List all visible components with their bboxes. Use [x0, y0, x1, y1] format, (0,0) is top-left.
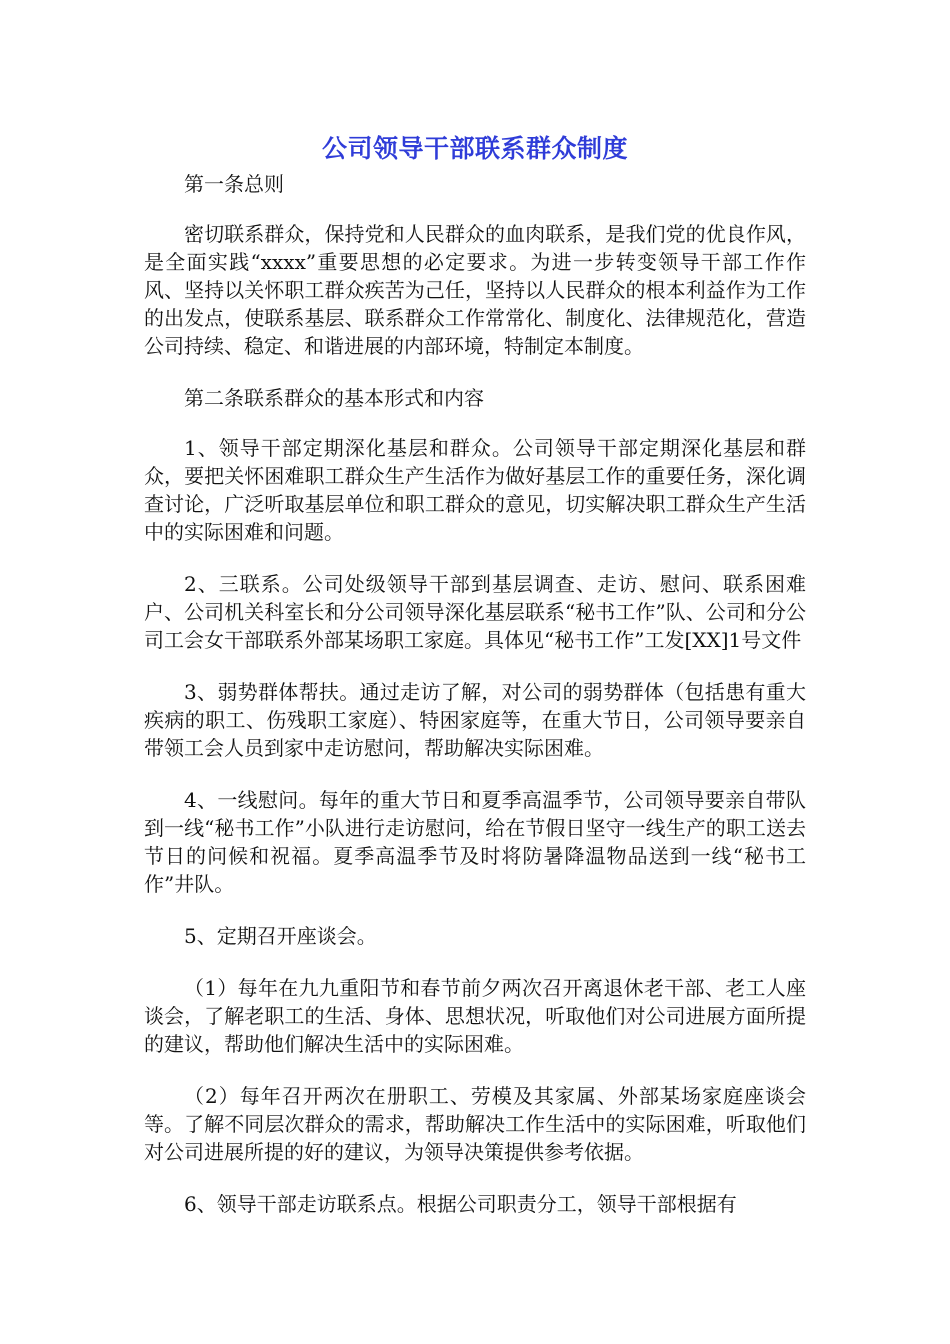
paragraph-item-1: 1、领导干部定期深化基层和群众。公司领导干部定期深化基层和群众，要把关怀困难职工群众生产生活作为做好基层工作的重要任务，深化调查讨论，广泛听取基层单位和职工群众的意见，切实解决职工群众生产生活中的实际困难和问题。	[144, 436, 806, 544]
paragraph-item-5-sub-2: （2）每年召开两次在册职工、劳模及其家属、外部某场家庭座谈会等。了解不同层次群众的需求，帮助解决工作生活中的实际困难，听取他们对公司进展所提的好的建议，为领导决策提供参考依据。	[144, 1084, 806, 1164]
section-heading-2: 第二条联系群众的基本形式和内容	[184, 386, 484, 410]
paragraph-item-4: 4、一线慰问。每年的重大节日和夏季高温季节，公司领导要亲自带队到一线“秘书工作”小队进行走访慰问，给在节假日坚守一线生产的职工送去节日的问候和祝福。夏季高温季节及时将防暑降温物品送到一线“秘书工作”井队。	[144, 788, 806, 896]
paragraph-item-6: 6、领导干部走访联系点。根据公司职责分工，领导干部根据有	[184, 1192, 737, 1216]
document-title: 公司领导干部联系群众制度	[321, 134, 628, 163]
paragraph-item-5: 5、定期召开座谈会。	[184, 924, 377, 948]
document-body	[144, 170, 806, 1242]
paragraph-item-2: 2、三联系。公司处级领导干部到基层调查、走访、慰问、联系困难户、公司机关科室长和分公司领导深化基层联系“秘书工作”队、公司和分公司工会女干部联系外部某场职工家庭。具体见“秘书工作”工发[XX]1号文件	[144, 572, 806, 652]
paragraph-general-principle: 密切联系群众，保持党和人民群众的血肉联系，是我们党的优良作风，是全面实践“xxxx”重要思想的必定要求。为进一步转变领导干部工作作风、坚持以关怀职工群众疾苦为己任，坚持以人民群众的根本利益作为工作的出发点，使联系基层、联系群众工作常常化、制度化、法律规范化，营造公司持续、稳定、和谐进展的内部环境，特制定本制度。	[144, 222, 806, 358]
section-heading-1: 第一条总则	[184, 172, 284, 196]
paragraph-item-3: 3、弱势群体帮扶。通过走访了解，对公司的弱势群体（包括患有重大疾病的职工、伤残职工家庭）、特困家庭等，在重大节日，公司领导要亲自带领工会人员到家中走访慰问，帮助解决实际困难。	[144, 680, 806, 760]
paragraph-item-5-sub-1: （1）每年在九九重阳节和春节前夕两次召开离退休老干部、老工人座谈会，了解老职工的生活、身体、思想状况，听取他们对公司进展方面所提的建议，帮助他们解决生活中的实际困难。	[144, 976, 806, 1056]
